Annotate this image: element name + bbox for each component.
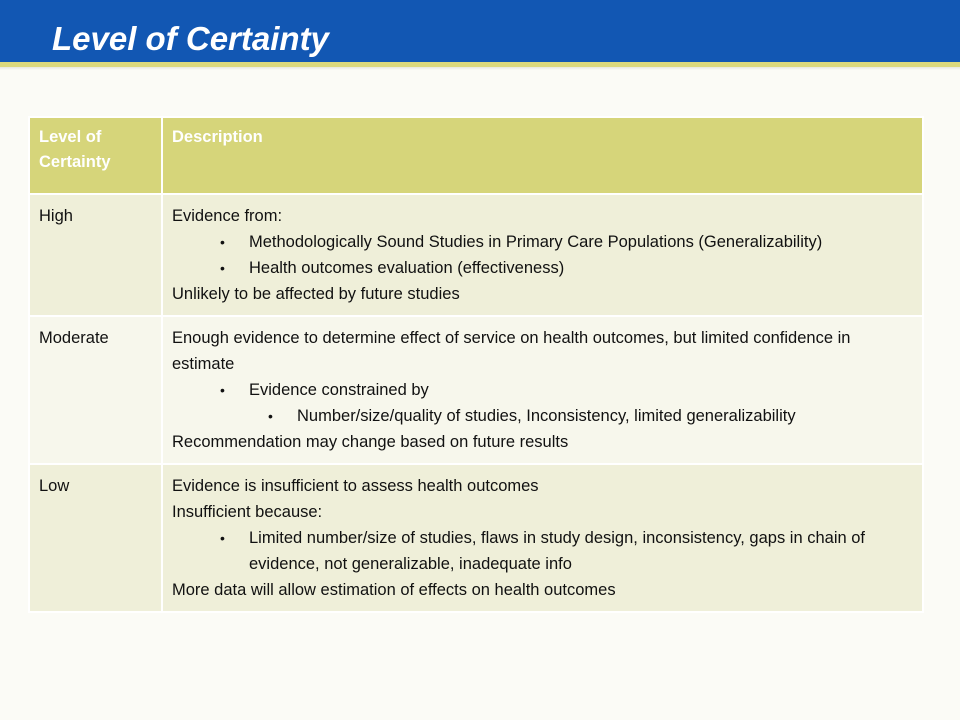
bullet-icon: • (268, 408, 273, 424)
bullet-item (172, 229, 912, 255)
bullet-text: Methodologically Sound Studies in Primary Care Populations (Generalizability) (249, 233, 823, 251)
description-text: Evidence is insufficient to assess health outcomes (172, 477, 539, 495)
header-level-of-certainty: Level of Certainty (29, 117, 162, 194)
header-shadow (0, 67, 960, 70)
table-row-high (29, 194, 923, 316)
bullet-text: Limited number/size of studies, flaws in study design, inconsistency, gaps in chain of evidence, not generalizable, inadequate info (249, 529, 866, 573)
table-header-row (29, 117, 923, 194)
bullet-icon: • (220, 234, 225, 250)
level-cell: High (29, 194, 162, 316)
level-cell: Low (29, 464, 162, 612)
bullet-text: Health outcomes evaluation (effectiveness) (249, 259, 565, 277)
description-text: Evidence from: (172, 207, 283, 225)
description-cell (162, 464, 923, 612)
slide-title: Level of Certainty (52, 20, 329, 57)
description-text: Insufficient because: (172, 503, 323, 521)
description-cell (162, 194, 923, 316)
bullet-item (172, 525, 912, 577)
bullet-text: Evidence constrained by (249, 381, 429, 399)
description-cell (162, 316, 923, 464)
certainty-table (28, 116, 924, 613)
bullet-text: Number/size/quality of studies, Inconsistency, limited generalizability (297, 407, 796, 425)
table-row-moderate (29, 316, 923, 464)
level-cell: Moderate (29, 316, 162, 464)
bullet-item (172, 377, 912, 403)
sub-bullet-item (172, 403, 912, 429)
description-text: More data will allow estimation of effects on health outcomes (172, 581, 616, 599)
bullet-item (172, 255, 912, 281)
bullet-icon: • (220, 530, 225, 546)
bullet-icon: • (220, 260, 225, 276)
table-row-low (29, 464, 923, 612)
description-text: Enough evidence to determine effect of service on health outcomes, but limited confidence in estimate (172, 329, 851, 373)
description-text: Unlikely to be affected by future studies (172, 285, 460, 303)
bullet-icon: • (220, 382, 225, 398)
header-description: Description (162, 117, 923, 194)
description-text: Recommendation may change based on future results (172, 433, 569, 451)
